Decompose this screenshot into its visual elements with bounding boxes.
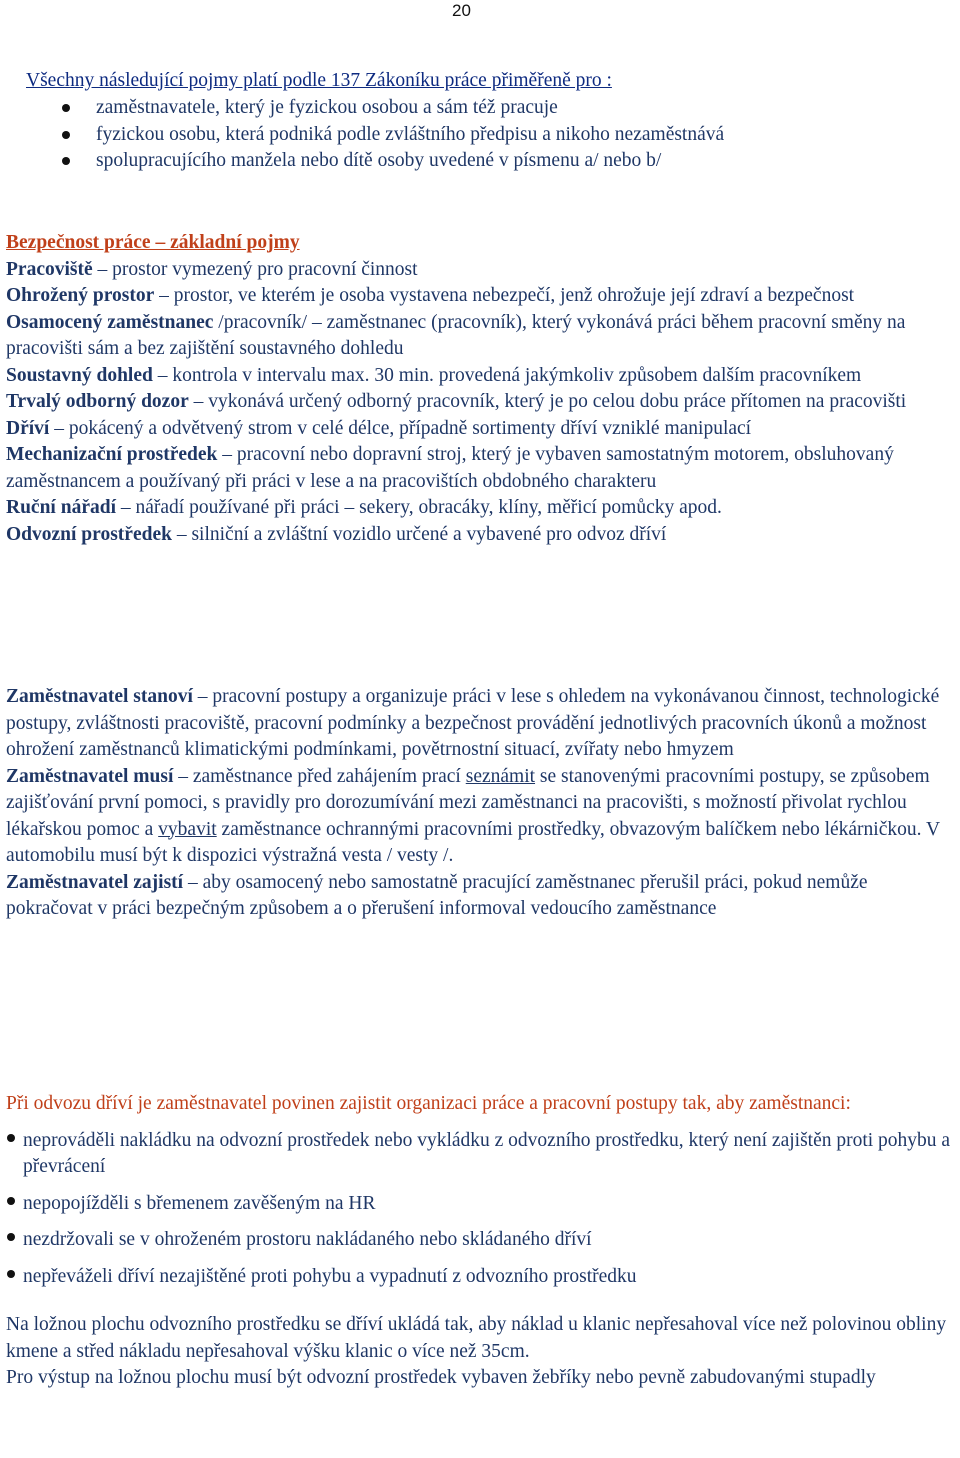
term-definition: Ohrožený prostor – prostor, ve kterém je osoba vystavena nebezpečí, jenž ohrožuje její zdraví a bezpečnost bbox=[6, 285, 855, 306]
section-heading: Bezpečnost práce – základní pojmy bbox=[6, 232, 300, 253]
list-item: nepopojížděli s břemenem zavěšeným na HR bbox=[6, 1191, 952, 1218]
list-item: fyzickou osobu, která podniká podle zvláštního předpisu a nikoho nezaměstnává bbox=[62, 122, 724, 149]
list-item: zaměstnavatele, který je fyzickou osobou a sám též pracuje bbox=[62, 95, 724, 122]
term-definition: Trvalý odborný dozor – vykonává určený odborný pracovník, který je po celou dobu práce přítomen na pracovišti bbox=[6, 391, 907, 412]
list-item: neprováděli nakládku na odvozní prostředek nebo vykládku z odvozního prostředku, který není zajištěn proti pohybu a převrácení bbox=[6, 1128, 952, 1181]
section-heading: Při odvozu dříví je zaměstnavatel povinen zajistit organizaci práce a pracovní postupy tak, aby zaměstnanci: bbox=[6, 1093, 851, 1114]
employer-must-paragraph: Zaměstnavatel musí – zaměstnance před zahájením prací seznámit se stanovenými pracovními postupy, se způsobem zajišťování první pomoci, s pravidly pro dorozumívání mezi zaměstnanci na pracovišti, s možností přivolat rychlou lékařskou pomoc a vybavit zaměstnance ochrannými pracovními prostředky, obvazovým balíčkem nebo lékárničkou. V automobilu musí být k dispozici výstražná vesta / vesty /. bbox=[6, 765, 940, 866]
timber-transport-section bbox=[6, 1091, 952, 1392]
term-definition: Odvozní prostředek – silniční a zvláštní vozidlo určené a vybavené pro odvoz dříví bbox=[6, 523, 667, 545]
section-heading: Všechny následující pojmy platí podle 137 Zákoníku práce přiměřeně pro : bbox=[26, 70, 612, 91]
employer-ensures-paragraph: Zaměstnavatel zajistí – aby osamocený nebo samostatně pracující zaměstnanec přerušil práci, pokud nemůže pokračovat v práci bezpečným způsobem a o přerušení informoval vedoucího zaměstnance bbox=[6, 871, 868, 919]
list-item: nepřeváželi dříví nezajištěné proti pohybu a vypadnutí z odvozního prostředku bbox=[6, 1264, 952, 1291]
employer-duties-section bbox=[6, 684, 952, 923]
term-definition: Mechanizační prostředek – pracovní nebo dopravní stroj, který je vybaven samostatným motorem, obsluhovaný zaměstnancem a používaný při práci v lese a na pracovištích obdobného charakteru bbox=[6, 444, 894, 492]
term-definition: Ruční nářadí – nářadí používané při práci – sekery, obracáky, klíny, měřicí pomůcky apod. bbox=[6, 497, 722, 518]
term-definition: Dříví – pokácený a odvětvený strom v celé délce, případně sortimenty dříví vzniklé manipulací bbox=[6, 417, 752, 439]
term-definition: Soustavný dohled – kontrola v intervalu max. 30 min. provedená jakýmkoliv způsobem dalším pracovníkem bbox=[6, 364, 862, 386]
applicability-list bbox=[62, 95, 724, 175]
ladder-paragraph: Pro výstup na ložnou plochu musí být odvozní prostředek vybaven žebříky nebo pevně zabudovanými stupadly bbox=[6, 1367, 876, 1388]
term-definition: Osamocený zaměstnanec /pracovník/ – zaměstnanec (pracovník), který vykonává práci během pracovní směny na pracovišti sám a bez zajištění soustavného dohledu bbox=[6, 311, 906, 359]
list-item: nezdržovali se v ohroženém prostoru nakládaného nebo skládaného dříví bbox=[6, 1227, 952, 1254]
term-definition: Pracoviště – prostor vymezený pro pracovní činnost bbox=[6, 258, 418, 280]
loading-paragraph: Na ložnou plochu odvozního prostředku se dříví ukládá tak, aby náklad u klanic nepřesahoval více než polovinou obliny kmene a střed nákladu nepřesahoval výšku klanic o více než 35cm. bbox=[6, 1314, 947, 1362]
page-number: 20 bbox=[452, 1, 471, 20]
transport-rules-list bbox=[6, 1128, 952, 1291]
employer-sets-paragraph: Zaměstnavatel stanoví – pracovní postupy a organizuje práci v lese s ohledem na vykonávanou činnost, technologické postupy, zvláštnosti pracoviště, pracovní podmínky a bezpečnost provádění jednotlivých pracovních úkonů a možnost ohrožení zaměstnanců klimatickými podmínkami, povětrnostní situací, zvířaty nebo hmyzem bbox=[6, 686, 940, 760]
basic-terms-section bbox=[6, 230, 952, 548]
list-item: spolupracujícího manžela nebo dítě osoby uvedené v písmenu a/ nebo b/ bbox=[62, 148, 724, 175]
